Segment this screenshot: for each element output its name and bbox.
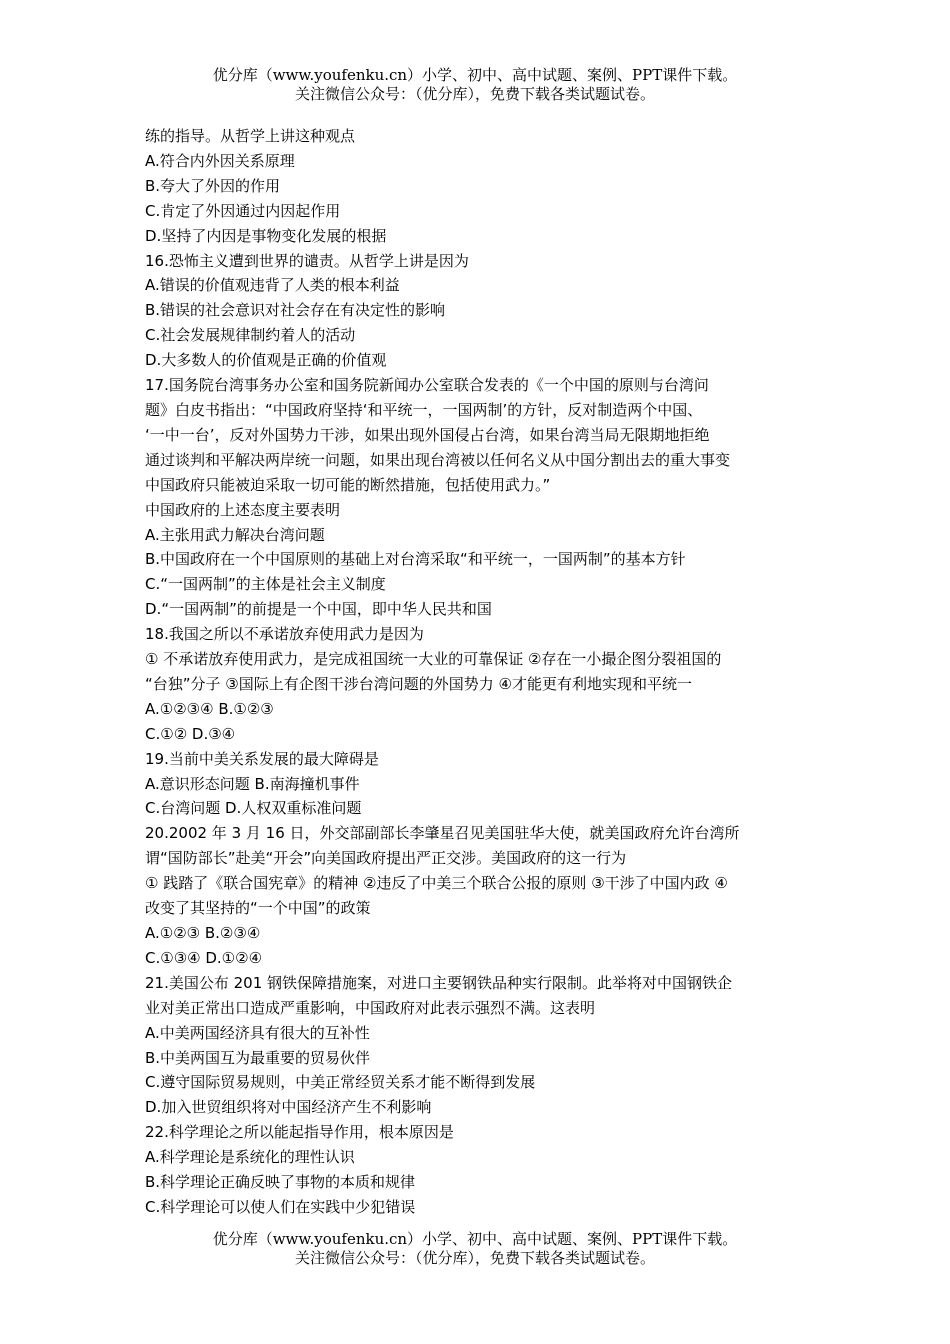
footer-line-2: 关注微信公众号：（优分库），免费下载各类试题试卷。 xyxy=(294,1249,655,1267)
text-line: 改变了其坚持的“一个中国”的政策 xyxy=(145,899,371,918)
option-line: A.主张用武力解决台湾问题 xyxy=(145,525,325,544)
footer-line-1: 优分库（www.youfenku.cn）小学、初中、高中试题、案例、PPT课件下载。 xyxy=(212,1230,738,1248)
option-line: B.科学理论正确反映了事物的本质和规律 xyxy=(145,1173,416,1192)
text-line: 业对美正常出口造成严重影响，中国政府对此表示强烈不满。这表明 xyxy=(145,998,596,1017)
option-line: A.错误的价值观违背了人类的根本利益 xyxy=(145,276,400,295)
question-22: 22.科学理论之所以能起指导作用，根本原因是 xyxy=(145,1123,454,1142)
option-line: D.“一国两制”的前提是一个中国，即中华人民共和国 xyxy=(145,600,492,619)
option-line: C.台湾问题 D.人权双重标准问题 xyxy=(145,799,362,818)
option-line: A.科学理论是系统化的理性认识 xyxy=(145,1148,355,1167)
option-line: D.大多数人的价值观是正确的价值观 xyxy=(145,351,387,370)
option-line: B.错误的社会意识对社会存在有决定性的影响 xyxy=(145,301,446,320)
question-20: 20.2002 年 3 月 16 日，外交部副部长李肇星召见美国驻华大使，就美国政府允许台湾所 xyxy=(145,824,740,843)
option-line: C.肯定了外因通过内因起作用 xyxy=(145,201,341,220)
text-line: 通过谈判和平解决两岸统一问题，如果出现台湾被以任何名义从中国分割出去的重大事变 xyxy=(145,450,731,469)
option-line: B.中美两国互为最重要的贸易伙伴 xyxy=(145,1048,371,1067)
header-line-2: 关注微信公众号：（优分库），免费下载各类试题试卷。 xyxy=(294,85,655,103)
text-line: ① 不承诺放弃使用武力，是完成祖国统一大业的可靠保证 ②存在一小撮企图分裂祖国的 xyxy=(145,650,722,669)
question-21: 21.美国公布 201 钢铁保障措施案，对进口主要钢铁品种实行限制。此举将对中国钢铁企 xyxy=(145,973,733,992)
option-line: B.中国政府在一个中国原则的基础上对台湾采取“和平统一，一国两制”的基本方针 xyxy=(145,550,686,569)
text-line: “台独”分子 ③国际上有企图干涉台湾问题的外国势力 ④才能更有利地实现和平统一 xyxy=(145,674,692,693)
option-line: A.中美两国经济具有很大的互补性 xyxy=(145,1023,370,1042)
text-line: ① 践踏了《联合国宪章》的精神 ②违反了中美三个联合公报的原则 ③干涉了中国内政 ④ xyxy=(145,874,728,893)
option-line: A.①②③ B.②③④ xyxy=(145,924,261,942)
text-line: ‘一中一台’，反对外国势力干涉，如果出现外国侵占台湾，如果台湾当局无限期地拒绝 xyxy=(145,425,710,444)
option-line: D.坚持了内因是事物变化发展的根据 xyxy=(145,226,387,245)
text-line: 谓“国防部长”赴美“开会”向美国政府提出严正交涉。美国政府的这一行为 xyxy=(145,849,627,868)
text-line: 练的指导。从哲学上讲这种观点 xyxy=(145,127,356,145)
text-line: 中国政府的上述态度主要表明 xyxy=(145,500,341,519)
question-16: 16.恐怖主义遭到世界的谴责。从哲学上讲是因为 xyxy=(145,251,469,270)
text-line: 题》白皮书指出：“中国政府坚持‘和平统一，一国两制’的方针，反对制造两个中国、 xyxy=(145,400,703,419)
option-line: C.社会发展规律制约着人的活动 xyxy=(145,326,356,345)
option-line: C.遵守国际贸易规则，中美正常经贸关系才能不断得到发展 xyxy=(145,1073,536,1092)
option-line: C.①② D.③④ xyxy=(145,724,236,743)
option-line: B.夸大了外因的作用 xyxy=(145,176,281,195)
page-footer xyxy=(0,1230,950,1268)
text-line: 中国政府只能被迫采取一切可能的断然措施，包括使用武力。” xyxy=(145,475,551,494)
question-18: 18.我国之所以不承诺放弃使用武力是因为 xyxy=(145,625,424,644)
question-17: 17.国务院台湾事务办公室和国务院新闻办公室联合发表的《一个中国的原则与台湾问 xyxy=(145,376,709,395)
page-header xyxy=(0,66,950,104)
option-line: C.科学理论可以使人们在实践中少犯错误 xyxy=(145,1197,416,1216)
option-line: A.①②③④ B.①②③ xyxy=(145,699,274,718)
question-19: 19.当前中美关系发展的最大障碍是 xyxy=(145,749,379,768)
option-line: C.“一国两制”的主体是社会主义制度 xyxy=(145,575,386,594)
header-line-1: 优分库（www.youfenku.cn）小学、初中、高中试题、案例、PPT课件下载。 xyxy=(212,66,738,84)
option-line: C.①③④ D.①②④ xyxy=(145,948,263,967)
option-line: A.意识形态问题 B.南海撞机事件 xyxy=(145,774,360,793)
option-line: A.符合内外因关系原理 xyxy=(145,151,295,170)
question-content xyxy=(145,124,815,1220)
option-line: D.加入世贸组织将对中国经济产生不利影响 xyxy=(145,1098,432,1117)
